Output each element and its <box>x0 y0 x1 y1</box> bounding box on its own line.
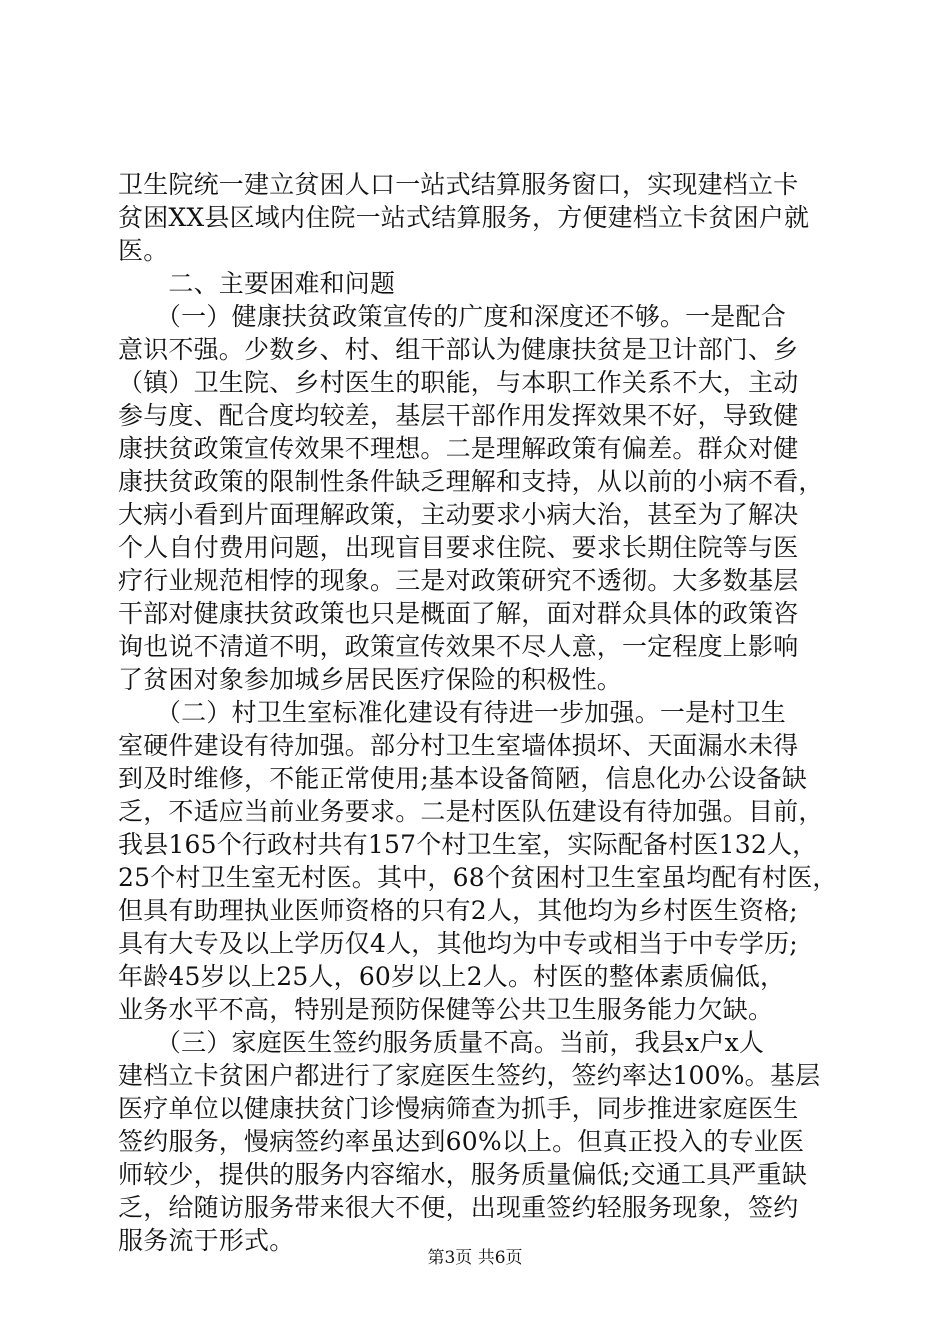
text-line: 到及时维修，不能正常使用;基本设备简陋，信息化办公设备缺 <box>118 764 808 793</box>
text-line: 师较少，提供的服务内容缩水，服务质量偏低;交通工具严重缺 <box>118 1160 808 1189</box>
text-line: 我县165个行政村共有157个村卫生室，实际配备村医132人， <box>118 830 818 859</box>
text-line: 意识不强。少数乡、村、组干部认为健康扶贫是卫计部门、乡 <box>118 335 799 364</box>
text-line: 具有大专及以上学历仅4人，其他均为中专或相当于中专学历; <box>118 929 798 958</box>
text-line: （一）健康扶贫政策宣传的广度和深度还不够。一是配合 <box>118 302 786 331</box>
text-line: 25个村卫生室无村医。其中，68个贫困村卫生室虽均配有村医， <box>118 863 838 892</box>
body-text <box>118 168 838 1257</box>
text-line: 疗行业规范相悖的现象。三是对政策研究不透彻。大多数基层 <box>118 566 799 595</box>
text-line: （三）家庭医生签约服务质量不高。当前，我县x户x人 <box>118 1028 765 1057</box>
section-heading: 二、主要困难和问题 <box>118 269 396 298</box>
page-number-footer: 第3页 共6页 <box>427 1248 523 1268</box>
text-line: 康扶贫政策的限制性条件缺乏理解和支持，从以前的小病不看， <box>118 467 824 496</box>
text-line: 干部对健康扶贫政策也只是概面了解，面对群众具体的政策咨 <box>118 599 799 628</box>
text-line: （镇）卫生院、乡村医生的职能，与本职工作关系不大，主动 <box>118 368 799 397</box>
text-line: 个人自付费用问题，出现盲目要求住院、要求长期住院等与医 <box>118 533 799 562</box>
text-line: 卫生院统一建立贫困人口一站式结算服务窗口，实现建档立卡 <box>118 170 799 199</box>
text-line: 年龄45岁以上25人，60岁以上2人。村医的整体素质偏低， <box>118 962 786 991</box>
text-line: 签约服务，慢病签约率虽达到60%以上。但真正投入的专业医 <box>118 1127 805 1156</box>
text-line: 建档立卡贫困户都进行了家庭医生签约，签约率达100%。基层 <box>118 1061 821 1090</box>
text-line: 询也说不清道不明，政策宣传效果不尽人意，一定程度上影响 <box>118 632 799 661</box>
text-line: 乏，给随访服务带来很大不便，出现重签约轻服务现象，签约 <box>118 1193 799 1222</box>
text-line: 医疗单位以健康扶贫门诊慢病筛查为抓手，同步推进家庭医生 <box>118 1094 799 1123</box>
text-line: 业务水平不高，特别是预防保健等公共卫生服务能力欠缺。 <box>118 995 774 1024</box>
text-line: （二）村卫生室标准化建设有待进一步加强。一是村卫生 <box>118 698 786 727</box>
text-line: 服务流于形式。 <box>118 1226 295 1255</box>
text-line: 康扶贫政策宣传效果不理想。二是理解政策有偏差。群众对健 <box>118 434 799 463</box>
text-line: 室硬件建设有待加强。部分村卫生室墙体损坏、天面漏水未得 <box>118 731 799 760</box>
text-line: 参与度、配合度均较差，基层干部作用发挥效果不好，导致健 <box>118 401 799 430</box>
text-line: 乏，不适应当前业务要求。二是村医队伍建设有待加强。目前， <box>118 797 824 826</box>
text-line: 贫困XX县区域内住院一站式结算服务，方便建档立卡贫困户就 <box>118 203 810 232</box>
text-line: 医。 <box>118 236 169 265</box>
text-line: 了贫困对象参加城乡居民医疗保险的积极性。 <box>118 665 623 694</box>
text-line: 但具有助理执业医师资格的只有2人，其他均为乡村医生资格; <box>118 896 798 925</box>
text-line: 大病小看到片面理解政策，主动要求小病大治，甚至为了解决 <box>118 500 799 529</box>
